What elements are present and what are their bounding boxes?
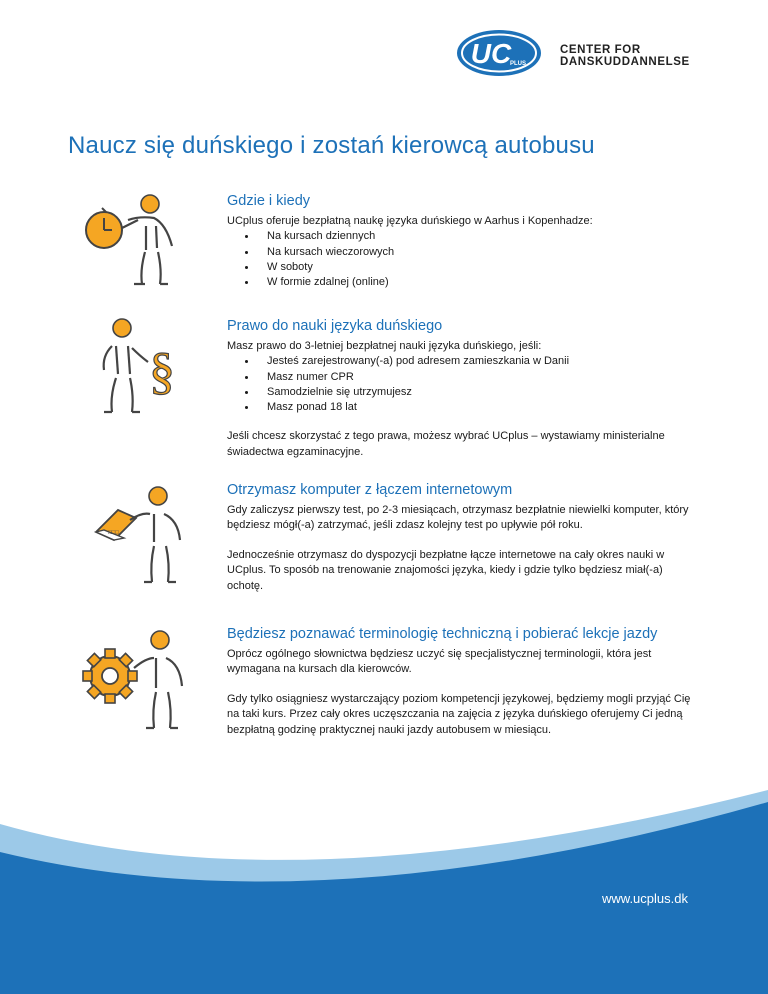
person-laptop-icon bbox=[90, 484, 190, 588]
logo-text: UC bbox=[470, 38, 512, 69]
section-paragraph: Jednocześnie otrzymasz do dyspozycji bezpłatne łącze internetowe na cały okres nauki w UCplus. To sposób na trenowanie znajomości języka, kiedy i gdzie tylko będziesz miał(-a) ochotę. bbox=[227, 548, 665, 592]
section-outro: Jeśli chcesz skorzystać z tego prawa, możesz wybrać UCplus – wystawiamy ministerialne świadectwa egzaminacyjne. bbox=[227, 430, 665, 458]
list-item: • Masz numer CPR bbox=[257, 370, 697, 385]
section-right-to-learn bbox=[227, 318, 697, 460]
logo-sub-text: PLUS bbox=[509, 61, 527, 67]
list-item: • Samodzielnie się utrzymujesz bbox=[257, 385, 697, 400]
list-item: • Na kursach dziennych bbox=[257, 229, 697, 244]
section-heading: Prawo do nauki języka duńskiego bbox=[227, 318, 443, 334]
bullet-list bbox=[227, 354, 697, 415]
section-paragraph: Gdy zaliczysz pierwszy test, po 2-3 miesiącach, otrzymasz bezpłatnie niewielki komputer, który będziesz mógł(-a) zatrzymać, jeśli zdasz kolejny test po upływie pół roku. bbox=[227, 504, 689, 532]
svg-text:§: § bbox=[149, 343, 175, 400]
section-intro: Masz prawo do 3-letniej bezpłatnej nauki języka duńskiego, jeśli: bbox=[227, 340, 542, 352]
page-title: Naucz się duńskiego i zostań kierowcą autobusu bbox=[68, 132, 595, 159]
section-heading: Będziesz poznawać terminologię techniczną i pobierać lekcje jazdy bbox=[227, 626, 658, 642]
section-heading: Otrzymasz komputer z łączem internetowym bbox=[227, 482, 513, 498]
ucplus-logo[interactable] bbox=[455, 28, 543, 78]
person-paragraph-icon bbox=[92, 316, 192, 416]
list-item: • Na kursach wieczorowych bbox=[257, 245, 697, 260]
section-terminology bbox=[227, 626, 697, 738]
section-intro: UCplus oferuje bezpłatną naukę języka duńskiego w Aarhus i Kopenhadze: bbox=[227, 215, 593, 227]
list-item: • Jesteś zarejestrowany(-a) pod adresem zamieszkania w Danii bbox=[257, 354, 697, 369]
section-paragraph: Gdy tylko osiągniesz wystarczający poziom kompetencji językowej, będziemy mogli przyjąć Cię na taki kurs. Przez cały okres uczęszczania na zajęcia z języka duńskiego oferujemy Ci jedną bezpłatną godzinę praktycznej nauki jazdy autobusem w miesiącu. bbox=[227, 692, 691, 736]
person-clock-icon bbox=[82, 190, 182, 290]
section-computer bbox=[227, 482, 697, 594]
bullet-list bbox=[227, 229, 697, 290]
logo-tagline: CENTER FOR DANSKUDDANNELSE bbox=[560, 44, 690, 68]
list-item: • Masz ponad 18 lat bbox=[257, 400, 697, 415]
svg-text:□□□: □□□ bbox=[108, 530, 119, 536]
section-paragraph: Oprócz ogólnego słownictwa będziesz uczyć się specjalistycznej terminologii, która jest wymagana na kursach dla kierowców. bbox=[227, 648, 652, 676]
section-where-when bbox=[227, 193, 697, 290]
list-item: • W formie zdalnej (online) bbox=[257, 275, 697, 290]
section-heading: Gdzie i kiedy bbox=[227, 193, 311, 209]
person-gear-icon bbox=[82, 628, 186, 734]
footer-url-link[interactable]: www.ucplus.dk bbox=[602, 891, 688, 906]
list-item: • W soboty bbox=[257, 260, 697, 275]
